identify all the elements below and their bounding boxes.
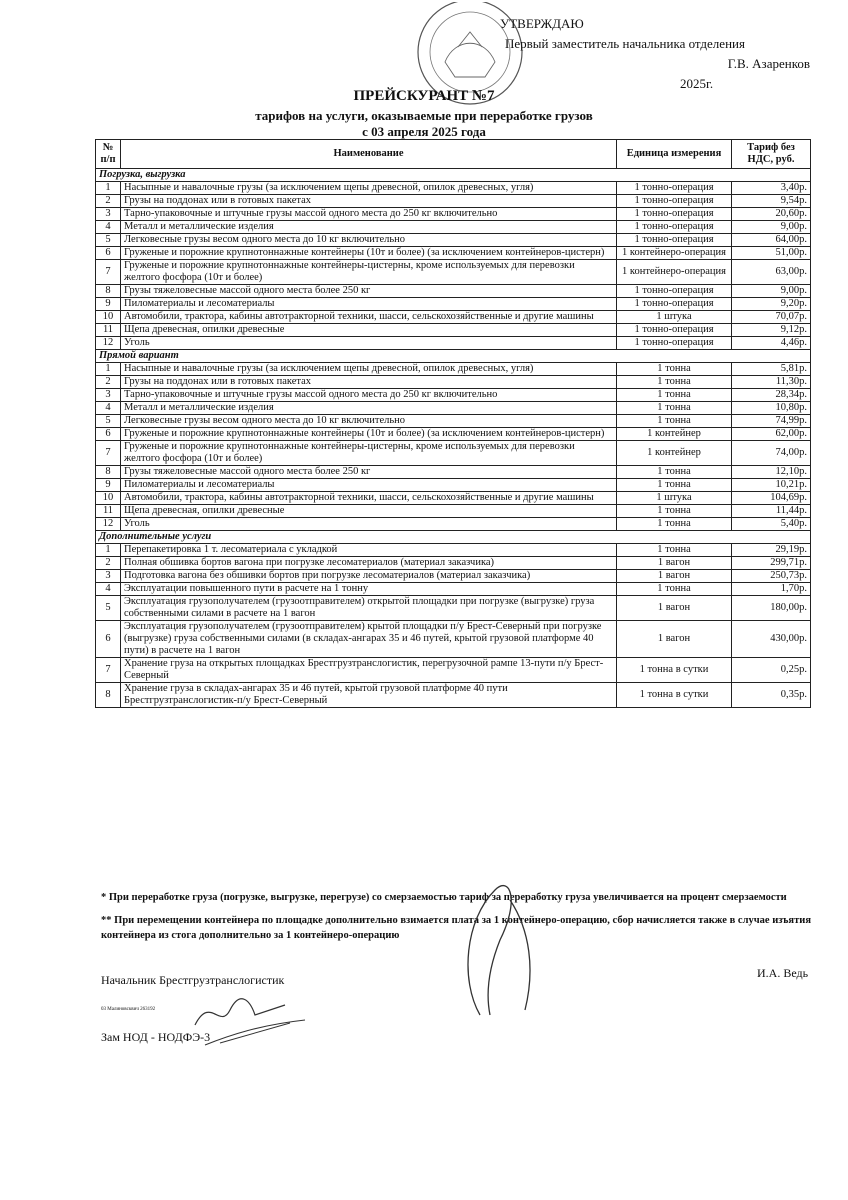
- row-name: Полная обшивка бортов вагона при погрузке лесоматериалов (материал заказчика): [121, 557, 617, 570]
- row-unit: 1 тонна: [617, 363, 732, 376]
- row-name: Груженые и порожние крупнотоннажные контейнеры (10т и более) (за исключением контейнеров-цистерн): [121, 247, 617, 260]
- row-num: 4: [96, 221, 121, 234]
- row-name: Подготовка вагона без обшивки бортов при погрузке лесоматериалов (материал заказчика): [121, 570, 617, 583]
- row-unit: 1 тонна в сутки: [617, 658, 732, 683]
- row-price: 28,34р.: [732, 389, 811, 402]
- table-row: [96, 337, 811, 350]
- row-num: 7: [96, 441, 121, 466]
- row-price: 74,99р.: [732, 415, 811, 428]
- table-row: [96, 505, 811, 518]
- row-unit: 1 тонно-операция: [617, 221, 732, 234]
- row-num: 3: [96, 208, 121, 221]
- row-price: 70,07р.: [732, 311, 811, 324]
- row-num: 2: [96, 557, 121, 570]
- header-name: Наименование: [121, 140, 617, 169]
- row-name: Эксплуатации повышенного пути в расчете на 1 тонну: [121, 583, 617, 596]
- signature-3: [440, 880, 550, 1020]
- header-price: Тариф без НДС, руб.: [732, 140, 811, 169]
- row-unit: 1 вагон: [617, 570, 732, 583]
- row-price: 10,21р.: [732, 479, 811, 492]
- table-row: [96, 441, 811, 466]
- row-price: 11,44р.: [732, 505, 811, 518]
- row-name: Насыпные и навалочные грузы (за исключением щепы древесной, опилок древесных, угля): [121, 363, 617, 376]
- table-row: [96, 260, 811, 285]
- approval-year: 2025г.: [680, 76, 714, 91]
- row-num: 10: [96, 311, 121, 324]
- row-num: 4: [96, 583, 121, 596]
- row-num: 3: [96, 570, 121, 583]
- boss-name: И.А. Ведь: [757, 966, 809, 980]
- row-name: Груженые и порожние крупнотоннажные контейнеры-цистерны, кроме используемых для перевозки желтого фосфора (10т и более): [121, 260, 617, 285]
- row-num: 6: [96, 621, 121, 658]
- table-row: [96, 570, 811, 583]
- row-num: 8: [96, 683, 121, 708]
- table-row: [96, 247, 811, 260]
- row-name: Автомобили, трактора, кабины автотракторной техники, шасси, сельскохозяйственные и другие машины: [121, 311, 617, 324]
- row-num: 9: [96, 298, 121, 311]
- table-row: [96, 596, 811, 621]
- row-unit: 1 тонна: [617, 466, 732, 479]
- row-unit: 1 тонно-операция: [617, 324, 732, 337]
- row-price: 4,46р.: [732, 337, 811, 350]
- row-price: 62,00р.: [732, 428, 811, 441]
- row-name: Насыпные и навалочные грузы (за исключением щепы древесной, опилок древесных, угля): [121, 182, 617, 195]
- document-title: ПРЕЙСКУРАНТ №7: [353, 88, 495, 104]
- row-price: 9,00р.: [732, 221, 811, 234]
- row-unit: 1 тонна в сутки: [617, 683, 732, 708]
- approval-label: УТВЕРЖДАЮ: [500, 16, 584, 31]
- row-num: 8: [96, 285, 121, 298]
- row-unit: 1 тонна: [617, 583, 732, 596]
- row-name: Эксплуатация грузополучателем (грузоотправителем) крытой площадки п/у Брест-Северный при погрузке (выгрузке) груза собственными силами (в складах-ангарах 35 и 46 путей, крытой грузовой платформе 40 пути) в расчете на 1 вагон: [121, 621, 617, 658]
- row-num: 2: [96, 195, 121, 208]
- row-unit: 1 тонна: [617, 505, 732, 518]
- row-unit: 1 штука: [617, 311, 732, 324]
- table-row: [96, 518, 811, 531]
- row-unit: 1 контейнер: [617, 441, 732, 466]
- table-row: [96, 389, 811, 402]
- row-price: 9,12р.: [732, 324, 811, 337]
- row-name: Тарно-упаковочные и штучные грузы массой одного места до 250 кг включительно: [121, 389, 617, 402]
- row-num: 11: [96, 505, 121, 518]
- header-unit: Единица измерения: [617, 140, 732, 169]
- table-row: [96, 195, 811, 208]
- row-price: 63,00р.: [732, 260, 811, 285]
- row-num: 9: [96, 479, 121, 492]
- table-row: [96, 402, 811, 415]
- row-price: 0,25р.: [732, 658, 811, 683]
- row-unit: 1 тонно-операция: [617, 298, 732, 311]
- row-price: 5,81р.: [732, 363, 811, 376]
- row-unit: 1 тонна: [617, 518, 732, 531]
- section-title: Погрузка, выгрузка: [96, 169, 811, 182]
- signature-2: [200, 1015, 310, 1050]
- table-row: [96, 583, 811, 596]
- row-num: 6: [96, 428, 121, 441]
- row-price: 11,30р.: [732, 376, 811, 389]
- approval-position: Первый заместитель начальника отделения: [505, 36, 745, 51]
- table-row: [96, 466, 811, 479]
- section-row: [96, 169, 811, 182]
- row-name: Автомобили, трактора, кабины автотракторной техники, шасси, сельскохозяйственные и другие машины: [121, 492, 617, 505]
- row-name: Металл и металлические изделия: [121, 221, 617, 234]
- table-row: [96, 658, 811, 683]
- row-price: 1,70р.: [732, 583, 811, 596]
- row-name: Уголь: [121, 518, 617, 531]
- row-name: Уголь: [121, 337, 617, 350]
- table-row: [96, 621, 811, 658]
- row-num: 1: [96, 544, 121, 557]
- small-print: 03 Малиновсквич 263192: [101, 1007, 156, 1012]
- row-unit: 1 тонна: [617, 415, 732, 428]
- boss-title: Начальник Брестгрузтранслогистик: [101, 973, 285, 987]
- document-date: с 03 апреля 2025 года: [362, 124, 486, 139]
- row-unit: 1 штука: [617, 492, 732, 505]
- approval-block: [430, 14, 830, 94]
- table-row: [96, 324, 811, 337]
- table-row: [96, 415, 811, 428]
- row-num: 11: [96, 324, 121, 337]
- approval-name: Г.В. Азаренков: [727, 56, 810, 71]
- table-row: [96, 363, 811, 376]
- row-name: Металл и металлические изделия: [121, 402, 617, 415]
- section-row: [96, 350, 811, 363]
- row-price: 12,10р.: [732, 466, 811, 479]
- row-price: 104,69р.: [732, 492, 811, 505]
- table-body: [96, 169, 811, 708]
- table-row: [96, 376, 811, 389]
- table-header-row: [96, 140, 811, 169]
- row-name: Грузы на поддонах или в готовых пакетах: [121, 195, 617, 208]
- row-unit: 1 контейнер: [617, 428, 732, 441]
- row-name: Пиломатериалы и лесоматериалы: [121, 479, 617, 492]
- row-name: Груженые и порожние крупнотоннажные контейнеры (10т и более) (за исключением контейнеров-цистерн): [121, 428, 617, 441]
- row-name: Грузы тяжеловесные массой одного места более 250 кг: [121, 285, 617, 298]
- section-title: Прямой вариант: [96, 350, 811, 363]
- row-unit: 1 тонна: [617, 544, 732, 557]
- row-name: Грузы на поддонах или в готовых пакетах: [121, 376, 617, 389]
- section-title: Дополнительные услуги: [96, 531, 811, 544]
- row-num: 5: [96, 234, 121, 247]
- row-price: 9,54р.: [732, 195, 811, 208]
- row-name: Груженые и порожние крупнотоннажные контейнеры-цистерны, кроме используемых для перевозки желтого фосфора (10т и более): [121, 441, 617, 466]
- table-row: [96, 234, 811, 247]
- table-row: [96, 311, 811, 324]
- row-price: 299,71р.: [732, 557, 811, 570]
- row-unit: 1 тонно-операция: [617, 182, 732, 195]
- row-price: 64,00р.: [732, 234, 811, 247]
- table-row: [96, 683, 811, 708]
- row-unit: 1 тонна: [617, 402, 732, 415]
- row-name: Перепакетировка 1 т. лесоматериала с укладкой: [121, 544, 617, 557]
- note-2: ** При перемещении контейнера по площадке дополнительно взимается плата за 1 контейнеро-операцию, сбор начисляется также в случае изъятия контейнера из стога дополнительно за 1 контейнеро-операцию: [101, 915, 811, 941]
- row-unit: 1 тонна: [617, 389, 732, 402]
- row-price: 180,00р.: [732, 596, 811, 621]
- row-price: 430,00р.: [732, 621, 811, 658]
- table-row: [96, 298, 811, 311]
- row-num: 6: [96, 247, 121, 260]
- document-subtitle: тарифов на услуги, оказываемые при переработке грузов: [255, 108, 593, 123]
- row-name: Щепа древесная, опилки древесные: [121, 505, 617, 518]
- section-row: [96, 531, 811, 544]
- table-row: [96, 479, 811, 492]
- row-num: 12: [96, 337, 121, 350]
- table-row: [96, 428, 811, 441]
- header-num: № п/п: [96, 140, 121, 169]
- row-unit: 1 контейнеро-операция: [617, 260, 732, 285]
- row-price: 3,40р.: [732, 182, 811, 195]
- deputy-title: Зам НОД - НОДФЭ-3: [101, 1030, 211, 1044]
- row-num: 2: [96, 376, 121, 389]
- row-unit: 1 тонна: [617, 479, 732, 492]
- table-row: [96, 182, 811, 195]
- row-num: 1: [96, 182, 121, 195]
- row-num: 4: [96, 402, 121, 415]
- row-num: 3: [96, 389, 121, 402]
- row-name: Тарно-упаковочные и штучные грузы массой одного места до 250 кг включительно: [121, 208, 617, 221]
- row-name: Эксплуатация грузополучателем (грузоотправителем) открытой площадки при погрузке (выгрузке) груза собственными силами в расчете на 1 вагон: [121, 596, 617, 621]
- row-num: 7: [96, 658, 121, 683]
- row-name: Легковесные грузы весом одного места до 10 кг включительно: [121, 415, 617, 428]
- row-num: 7: [96, 260, 121, 285]
- row-name: Хранение груза в складах-ангарах 35 и 46 путей, крытой грузовой платформе 40 пути Брестгрузтранслогистик-п/у Брест-Северный: [121, 683, 617, 708]
- row-unit: 1 тонно-операция: [617, 337, 732, 350]
- row-price: 29,19р.: [732, 544, 811, 557]
- row-price: 9,20р.: [732, 298, 811, 311]
- row-unit: 1 вагон: [617, 621, 732, 658]
- tariff-table: [95, 139, 811, 708]
- row-num: 5: [96, 415, 121, 428]
- row-name: Пиломатериалы и лесоматериалы: [121, 298, 617, 311]
- table-row: [96, 285, 811, 298]
- table-row: [96, 208, 811, 221]
- row-num: 8: [96, 466, 121, 479]
- row-num: 1: [96, 363, 121, 376]
- table-row: [96, 221, 811, 234]
- row-num: 5: [96, 596, 121, 621]
- table-row: [96, 557, 811, 570]
- row-name: Грузы тяжеловесные массой одного места более 250 кг: [121, 466, 617, 479]
- row-unit: 1 тонна: [617, 376, 732, 389]
- table-row: [96, 492, 811, 505]
- row-price: 10,80р.: [732, 402, 811, 415]
- row-unit: 1 вагон: [617, 557, 732, 570]
- row-unit: 1 вагон: [617, 596, 732, 621]
- row-unit: 1 тонно-операция: [617, 234, 732, 247]
- row-unit: 1 тонно-операция: [617, 285, 732, 298]
- row-name: Хранение груза на открытых площадках Брестгрузтранслогистик, перегрузочной рампе 13-пути п/у Брест-Северный: [121, 658, 617, 683]
- note-1: * При переработке груза (погрузке, выгрузке, перегрузе) со смерзаемостью тариф за переработку груза увеличивается на процент смерзаемости: [101, 892, 787, 903]
- row-price: 9,00р.: [732, 285, 811, 298]
- row-price: 5,40р.: [732, 518, 811, 531]
- row-unit: 1 контейнеро-операция: [617, 247, 732, 260]
- row-name: Легковесные грузы весом одного места до 10 кг включительно: [121, 234, 617, 247]
- row-num: 12: [96, 518, 121, 531]
- row-price: 74,00р.: [732, 441, 811, 466]
- row-unit: 1 тонно-операция: [617, 208, 732, 221]
- row-price: 51,00р.: [732, 247, 811, 260]
- row-name: Щепа древесная, опилки древесные: [121, 324, 617, 337]
- row-num: 10: [96, 492, 121, 505]
- row-unit: 1 тонно-операция: [617, 195, 732, 208]
- row-price: 0,35р.: [732, 683, 811, 708]
- table-row: [96, 544, 811, 557]
- row-price: 20,60р.: [732, 208, 811, 221]
- row-price: 250,73р.: [732, 570, 811, 583]
